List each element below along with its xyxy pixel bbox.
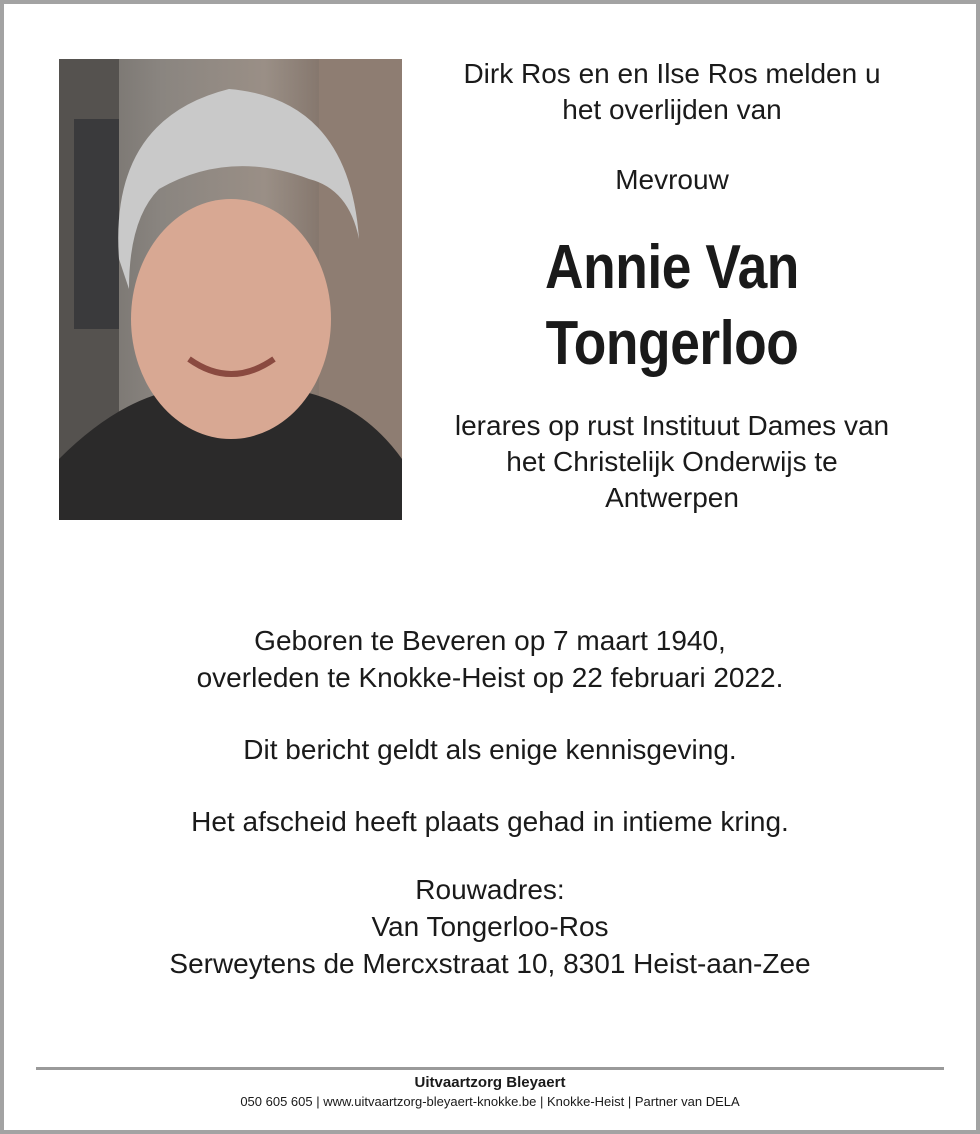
deceased-name [455,230,888,382]
name-line: Annie Van [545,233,799,302]
portrait-image [59,59,402,520]
funeral-company: Uitvaartzorg Bleyaert [414,1074,566,1091]
occupation-line: Antwerpen [605,482,739,513]
occupation [420,408,924,516]
footer-divider [36,1067,944,1070]
intro-line: het overlijden van [562,94,782,125]
address-name: Van Tongerloo-Ros [371,911,609,942]
portrait-photo [59,59,402,520]
birth-line: Geboren te Beveren op 7 maart 1940, [254,625,726,656]
notice-line: Dit bericht geldt als enige kennisgeving. [243,734,737,765]
death-line: overleden te Knokke-Heist op 22 februari 2022. [196,662,784,693]
occupation-line: het Christelijk Onderwijs te [506,446,838,477]
address-street: Serweytens de Mercxstraat 10, 8301 Heist-aan-Zee [169,948,811,979]
honorific: Mevrouw [615,164,729,195]
funeral-company-details: 050 605 605 | www.uitvaartzorg-bleyaert-knokke.be | Knokke-Heist | Partner van DELA [240,1094,740,1109]
address-label: Rouwadres: [415,874,565,905]
announcement-intro [420,56,924,128]
occupation-line: lerares op rust Instituut Dames van [454,410,890,441]
farewell-line: Het afscheid heeft plaats gehad in intieme kring. [191,806,789,837]
intro-line: Dirk Ros en en Ilse Ros melden u [463,58,881,89]
name-line: Tongerloo [545,309,799,378]
